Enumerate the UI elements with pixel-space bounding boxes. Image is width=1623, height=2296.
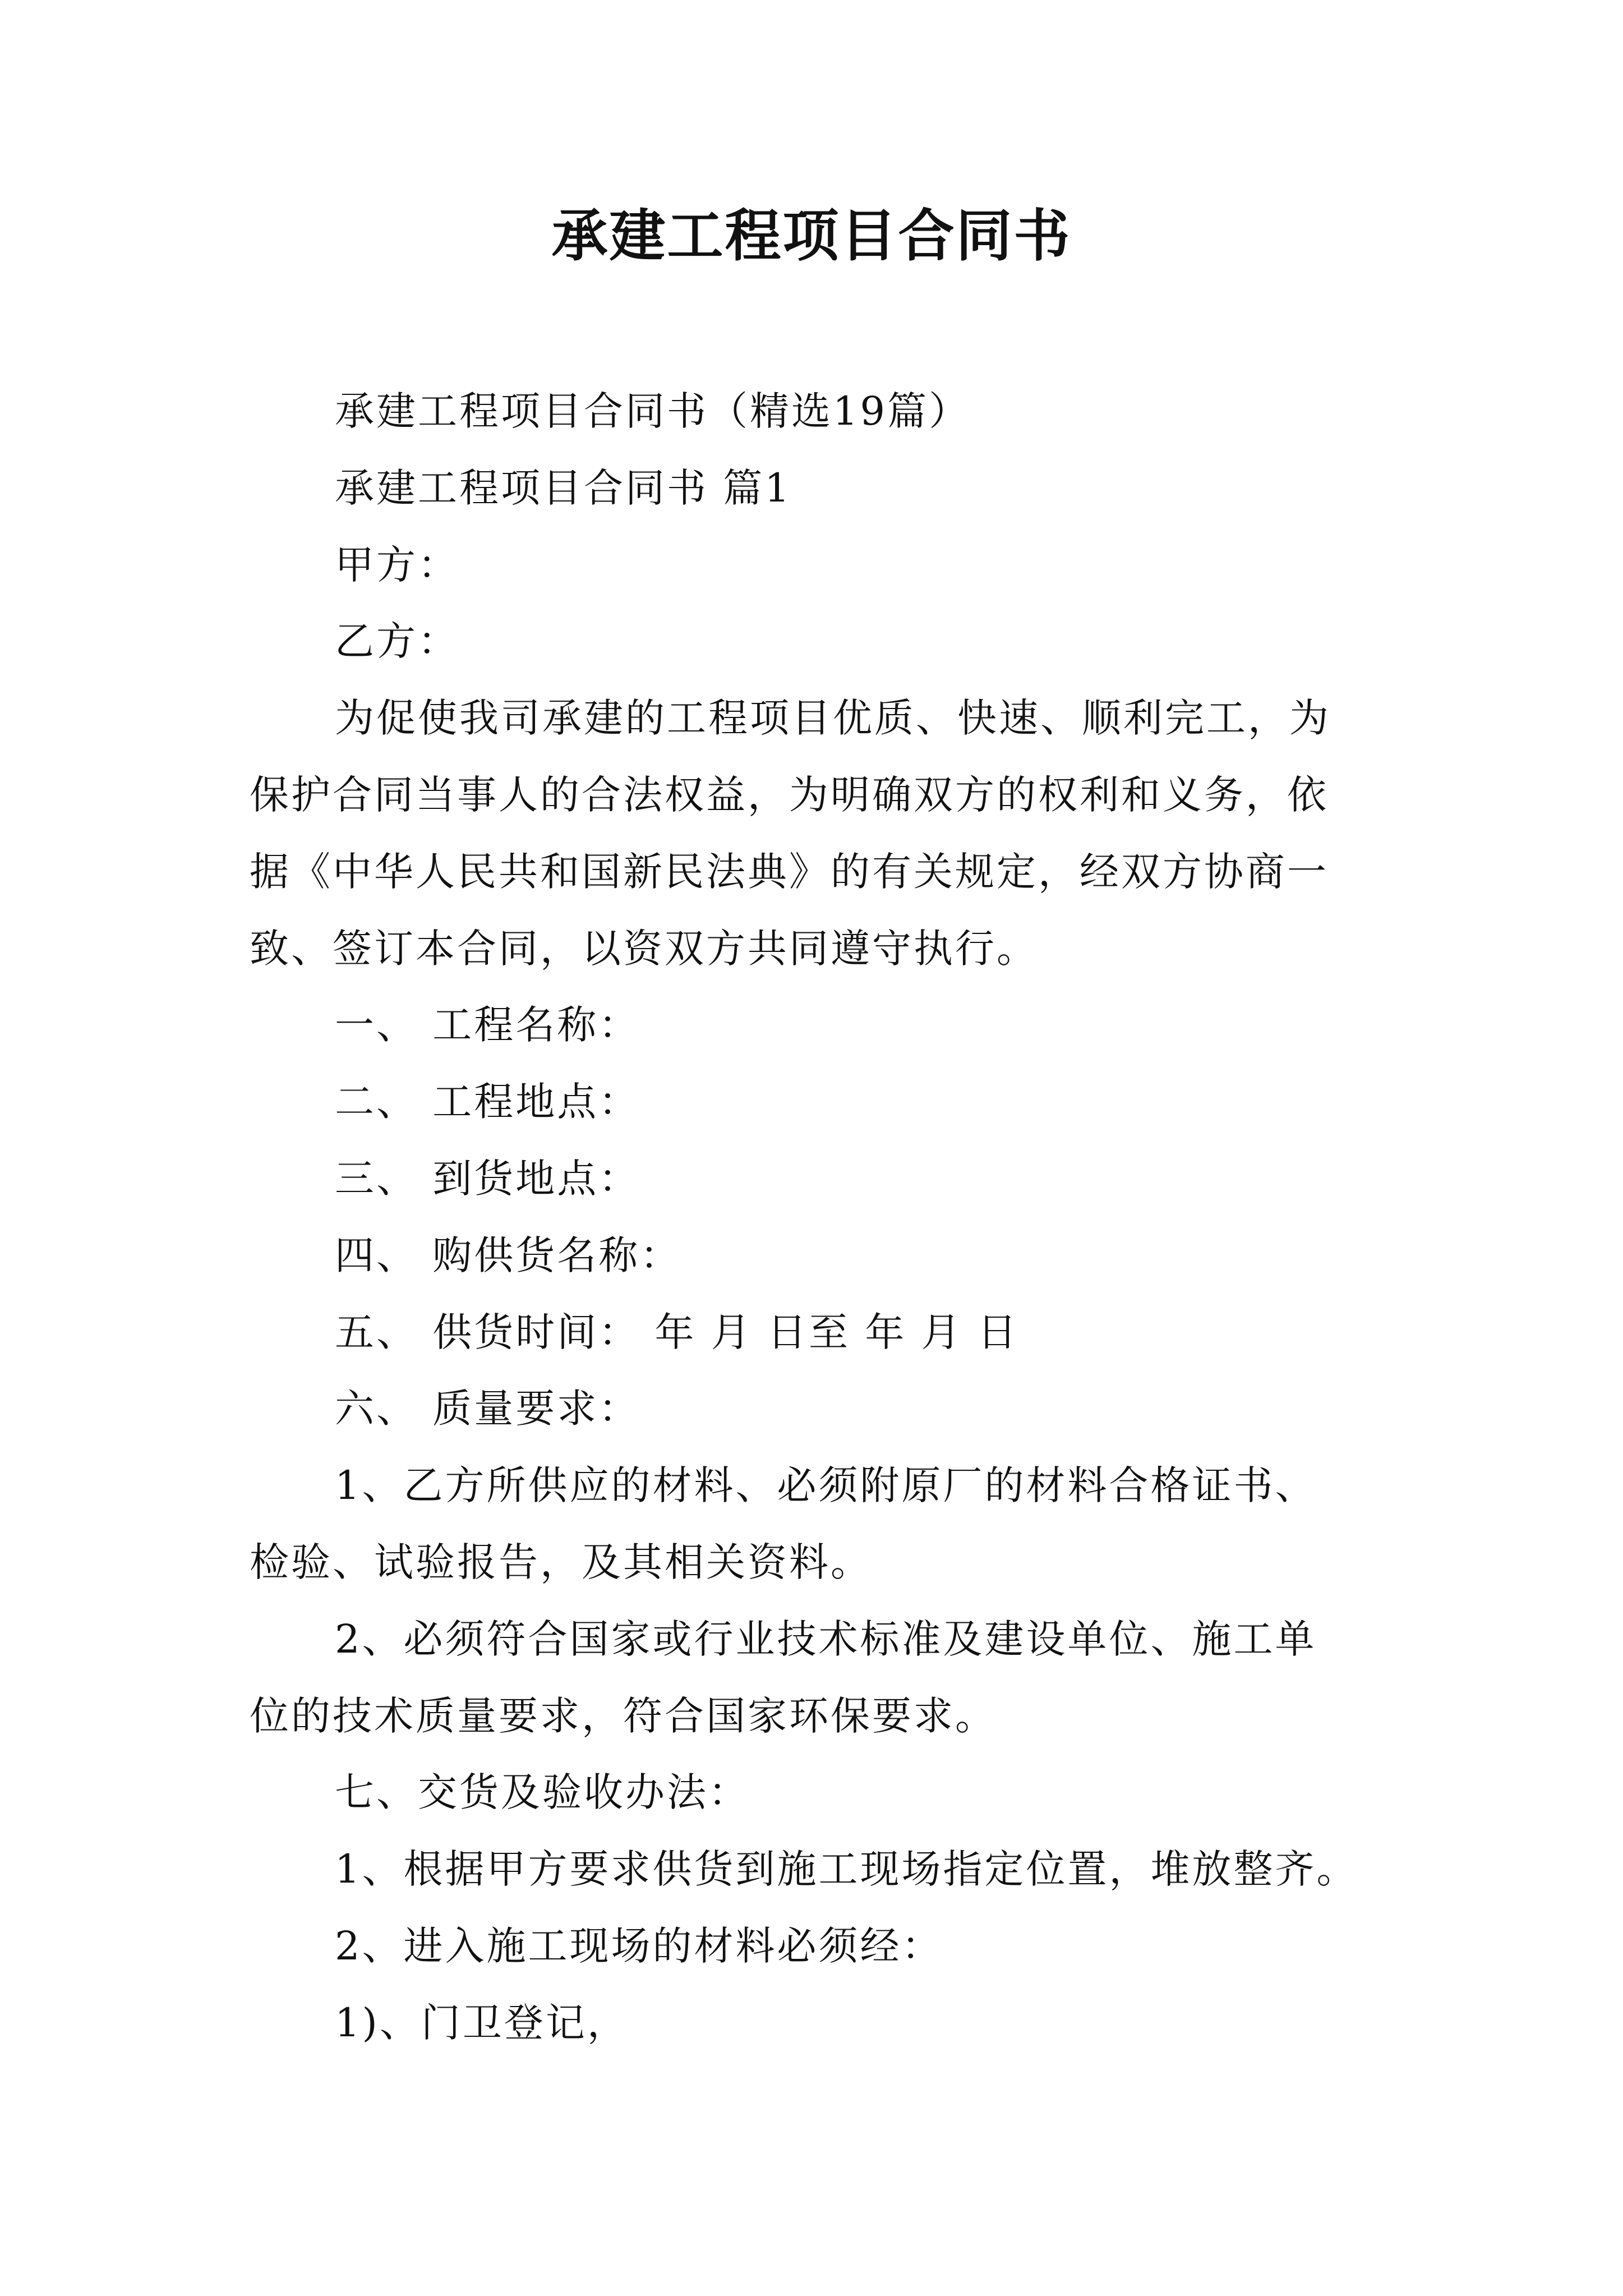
clause-line: 三、 到货地点：: [335, 1155, 640, 1202]
document-body: [250, 373, 1382, 2062]
paragraph-line: 检验、试验报告，及其相关资料。: [250, 1539, 872, 1585]
clause-line: 五、 供货时间： 年 月 日至 年 月 日: [335, 1309, 1019, 1355]
party-a-line: 甲方：: [335, 541, 459, 588]
section-heading: 承建工程项目合同书 篇1: [335, 464, 792, 511]
paragraph-line: 1)、门卫登记，: [335, 1999, 629, 2046]
paragraph-line: 1、根据甲方要求供货到施工现场指定位置，堆放整齐。: [335, 1846, 1358, 1893]
clause-line: 六、 质量要求：: [335, 1386, 640, 1432]
paragraph-line: 致、签订本合同，以资双方共同遵守执行。: [250, 925, 1038, 972]
party-b-line: 乙方：: [335, 618, 459, 665]
paragraph-line: 2、进入施工现场的材料必须经：: [335, 1922, 943, 1969]
paragraph-line: 2、必须符合国家或行业技术标准及建设单位、施工单: [335, 1616, 1317, 1662]
clause-line: 一、 工程名称：: [335, 1002, 640, 1048]
clause-line: 二、 工程地点：: [335, 1079, 640, 1125]
paragraph-line: 据《中华人民共和国新民法典》的有关规定，经双方协商一: [250, 848, 1329, 895]
paragraph-line: 1、乙方所供应的材料、必须附原厂的材料合格证书、: [335, 1462, 1317, 1509]
paragraph-line: 位的技术质量要求，符合国家环保要求。: [250, 1692, 997, 1739]
clause-line: 七、交货及验收办法：: [335, 1769, 750, 1816]
paragraph-line: 为促使我司承建的工程项目优质、快速、顺利完工，为: [335, 695, 1331, 742]
subtitle-line: 承建工程项目合同书（精选19篇）: [335, 388, 971, 434]
document-title: 承建工程项目合同书: [551, 203, 1072, 269]
paragraph-line: 保护合同当事人的合法权益，为明确双方的权利和义务，依: [250, 771, 1329, 818]
clause-line: 四、 购供货名称：: [335, 1232, 682, 1278]
